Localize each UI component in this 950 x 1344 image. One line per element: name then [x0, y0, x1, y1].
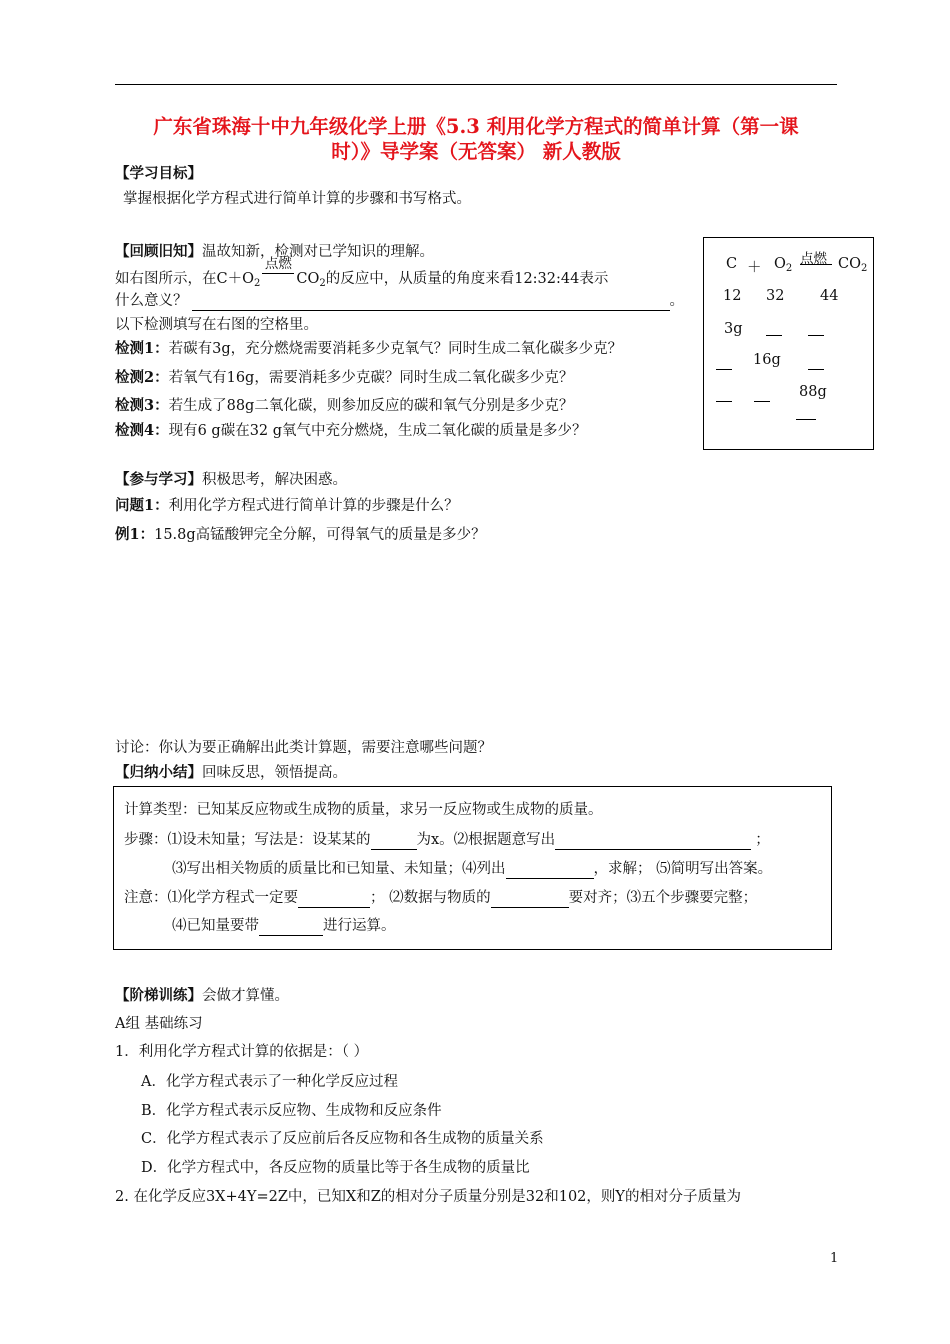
row2-blank-co2[interactable]: [808, 369, 824, 370]
row1-blank-co2[interactable]: [808, 335, 824, 336]
check-2-text: 若氧气有16g，需要消耗多少克碳？同时生成二氧化碳多少克？: [168, 370, 574, 386]
summary-note-2: [172, 916, 396, 936]
check-4-text: 现有6 g碳在32 g氧气中充分燃烧，生成二氧化碳的质量是多少？: [168, 423, 587, 439]
row3-given: 88g: [799, 384, 827, 400]
steps-a: 步骤：⑴设未知量；写法是：设某某的: [124, 832, 371, 848]
option-d: D．化学方程式中，各反应物的质量比等于各生成物的质量比: [141, 1160, 530, 1176]
eq-co2-sub: 2: [319, 278, 326, 289]
ratio-co2: 44: [820, 288, 839, 304]
eq-condition-label: 点燃: [264, 256, 292, 272]
meaning-question: 什么意义？: [115, 293, 188, 309]
note-a: 注意：⑴化学方程式一定要: [124, 890, 298, 906]
check-3: [115, 396, 573, 416]
training-heading-line: [115, 986, 289, 1006]
box-plus: ＋: [747, 260, 762, 276]
equation-blank[interactable]: [555, 834, 751, 850]
box-co2-sub: 2: [860, 263, 868, 274]
example-1-text: 15.8g高锰酸钾完全分解，可得氧气的质量是多少？: [154, 527, 486, 543]
steps2-a: ⑶写出相关物质的质量比和已知量、未知量；⑷列出: [172, 861, 506, 877]
eq-o2-sub: 2: [253, 278, 261, 289]
row1-given: 3g: [724, 321, 743, 337]
unit-blank[interactable]: [259, 920, 323, 936]
row1-blank-o2[interactable]: [766, 335, 782, 336]
participate-heading-line: [115, 470, 347, 490]
document-title-line1: 广东省珠海十中九年级化学上册《5.3 利用化学方程式的简单计算（第一课: [153, 115, 799, 138]
row4-blank[interactable]: [796, 419, 816, 420]
meaning-answer-blank[interactable]: [192, 295, 670, 311]
check-1-text: 若碳有3g，充分燃烧需要消耗多少克氧气？同时生成二氧化碳多少克？: [168, 341, 623, 357]
check-4-label: 检测4：: [115, 422, 169, 439]
box-condition-line: [800, 264, 832, 265]
note-b: ； ⑵数据与物质的: [370, 890, 491, 906]
option-a: A．化学方程式表示了一种化学反应过程: [141, 1074, 398, 1090]
goal-text: 掌握根据化学方程式进行简单计算的步骤和书写格式。: [123, 191, 471, 207]
summary-type: 计算类型：已知某反应物或生成物的质量，求另一反应物或生成物的质量。: [124, 802, 603, 818]
ratio-c: 12: [723, 288, 742, 304]
page-number: 1: [830, 1251, 839, 1266]
box-co2-symbol: CO: [838, 256, 861, 272]
review-heading: 【回顾旧知】: [115, 243, 202, 260]
fill-note: 以下检测填写在右图的空格里。: [115, 317, 318, 333]
ratio-o2: 32: [766, 288, 785, 304]
note-c: 要对齐；⑶五个步骤要完整；: [568, 890, 758, 906]
balance-blank[interactable]: [298, 892, 370, 908]
box-o2-symbol: O: [774, 256, 786, 272]
summary-box: [113, 786, 832, 950]
exercise-2: 2. 在化学反应3X+4Y=2Z中，已知X和Z的相对分子质量分别是32和102，则Y的相对分子质量为: [115, 1189, 741, 1205]
question-1: [115, 496, 459, 516]
row2-blank-c[interactable]: [716, 369, 732, 370]
training-heading-text: 会做才算懂。: [202, 988, 289, 1004]
note2-a: ⑷已知量要带: [172, 918, 259, 934]
meaning-end: 。: [669, 293, 684, 309]
top-rule: [115, 84, 837, 85]
box-condition-label: 点燃: [800, 251, 827, 267]
box-o2-sub: 2: [785, 263, 793, 274]
unknown-blank[interactable]: [371, 834, 417, 850]
discussion: 讨论：你认为要正确解出此类计算题，需要注意哪些问题？: [115, 740, 492, 756]
check-1: [115, 339, 622, 359]
summary-steps-2: [172, 859, 772, 879]
option-b: B．化学方程式表示反应物、生成物和反应条件: [141, 1103, 442, 1119]
steps2-b: ，求解； ⑸简明写出答案。: [593, 861, 773, 877]
proportion-blank[interactable]: [506, 863, 594, 879]
question-1-label: 问题1：: [115, 497, 169, 514]
check-1-label: 检测1：: [115, 340, 169, 357]
exercise-1: 1．利用化学方程式计算的依据是：（ ）: [115, 1044, 369, 1060]
summary-heading-line: [115, 763, 347, 783]
training-heading: 【阶梯训练】: [115, 987, 202, 1004]
meaning-question-line: [115, 291, 684, 311]
row3-blank-c[interactable]: [716, 401, 732, 402]
summary-steps-1: [124, 830, 770, 850]
eq-reactants: C＋O: [216, 271, 254, 287]
summary-note-1: [124, 888, 757, 908]
check-2-label: 检测2：: [115, 369, 169, 386]
check-2: [115, 368, 573, 388]
group-label: A组 基础练习: [115, 1016, 203, 1032]
box-c: C: [726, 256, 738, 272]
row2-given: 16g: [753, 352, 781, 368]
box-co2: [838, 256, 867, 274]
summary-heading-text: 回味反思，领悟提高。: [202, 765, 347, 781]
note2-b: 进行运算。: [323, 918, 396, 934]
review-heading-text: 温故知新，检测对已学知识的理解。: [202, 244, 434, 260]
eq-product: CO: [296, 271, 320, 287]
box-o2: [774, 256, 792, 274]
participate-heading-text: 积极思考，解决困惑。: [202, 472, 347, 488]
steps-b: 为x。⑵根据题意写出: [416, 832, 556, 848]
summary-heading: 【归纳小结】: [115, 764, 202, 781]
eq-condition: [260, 256, 296, 289]
participate-heading: 【参与学习】: [115, 471, 202, 488]
example-1: [115, 525, 486, 545]
document-title-line2: 时）》导学案（无答案） 新人教版: [331, 140, 621, 163]
eq-post: 的反应中，从质量的角度来看12:32:44表示: [325, 271, 609, 287]
example-1-label: 例1：: [115, 526, 155, 543]
row3-blank-o2[interactable]: [754, 401, 770, 402]
check-3-label: 检测3：: [115, 397, 169, 414]
align-blank[interactable]: [491, 892, 569, 908]
check-3-text: 若生成了88g二氧化碳，则参加反应的碳和氧气分别是多少克？: [168, 398, 574, 414]
option-c: C．化学方程式表示了反应前后各反应物和各生成物的质量关系: [141, 1131, 544, 1147]
check-4: [115, 421, 587, 441]
mass-ratio-box: [703, 237, 874, 450]
question-1-text: 利用化学方程式进行简单计算的步骤是什么？: [168, 498, 459, 514]
goal-heading: 【学习目标】: [115, 165, 202, 182]
eq-pre: 如右图所示，在: [115, 271, 217, 287]
steps-c: ；: [755, 832, 770, 848]
